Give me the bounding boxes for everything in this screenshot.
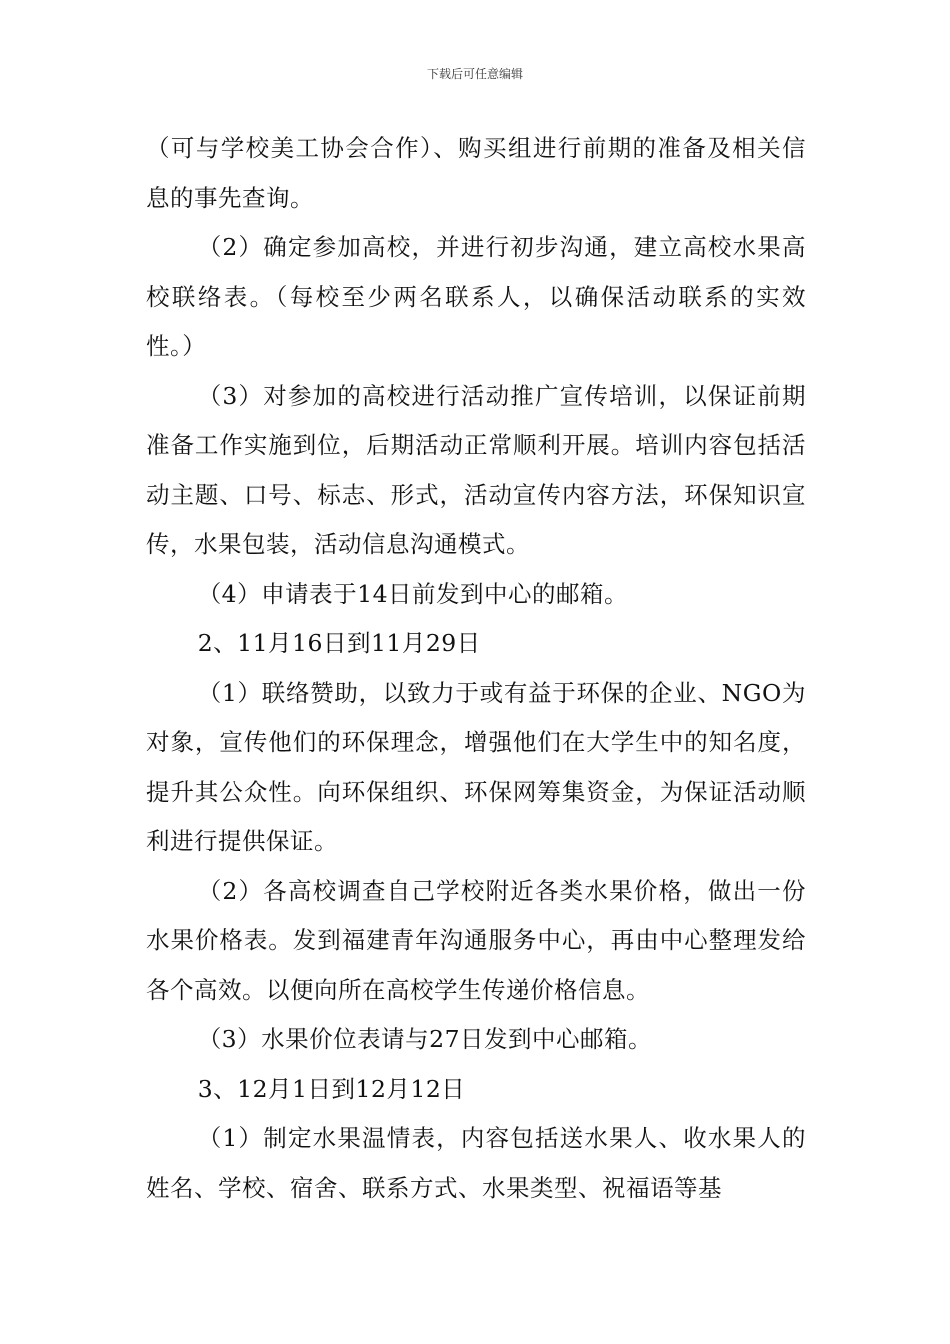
paragraph-price-deadline: （3）水果价位表请与27日发到中心邮箱。 <box>197 1025 653 1053</box>
document-body <box>146 124 806 1213</box>
paragraph-continuation: （可与学校美工协会合作）、购买组进行前期的准备及相关信息的事先查询。 <box>146 134 806 212</box>
section-heading-3: 3、12月1日到12月12日 <box>197 1074 466 1103</box>
paragraph-item-2: （2）确定参加高校，并进行初步沟通，建立高校水果高校联络表。（每校至少两名联系人，以确保活动联系的实效性。） <box>146 233 806 360</box>
paragraph-fruit-card: （1）制定水果温情表，内容包括送水果人、收水果人的姓名、学校、宿舍、联系方式、水果类型、祝福语等基 <box>146 1124 806 1202</box>
paragraph-item-4: （4）申请表于14日前发到中心的邮箱。 <box>197 579 629 608</box>
paragraph-item-3: （3）对参加的高校进行活动推广宣传培训，以保证前期准备工作实施到位，后期活动正常顺利开展。培训内容包括活动主题、口号、标志、形式，活动宣传内容方法，环保知识宣传，水果包装，活动信息沟通模式。 <box>146 381 806 558</box>
paragraph-sponsorship: （1）联络赞助，以致力于或有益于环保的企业、NGO为对象，宣传他们的环保理念，增强他们在大学生中的知名度，提升其公众性。向环保组织、环保网筹集资金，为保证活动顺利进行提供保证。 <box>146 678 806 855</box>
paragraph-price-survey: （2）各高校调查自己学校附近各类水果价格，做出一份水果价格表。发到福建青年沟通服务中心，再由中心整理发给各个高效。以便向所在高校学生传递价格信息。 <box>146 876 806 1004</box>
page-header: 下载后可任意编辑 <box>426 67 523 81</box>
section-heading-2: 2、11月16日到11月29日 <box>197 629 481 657</box>
